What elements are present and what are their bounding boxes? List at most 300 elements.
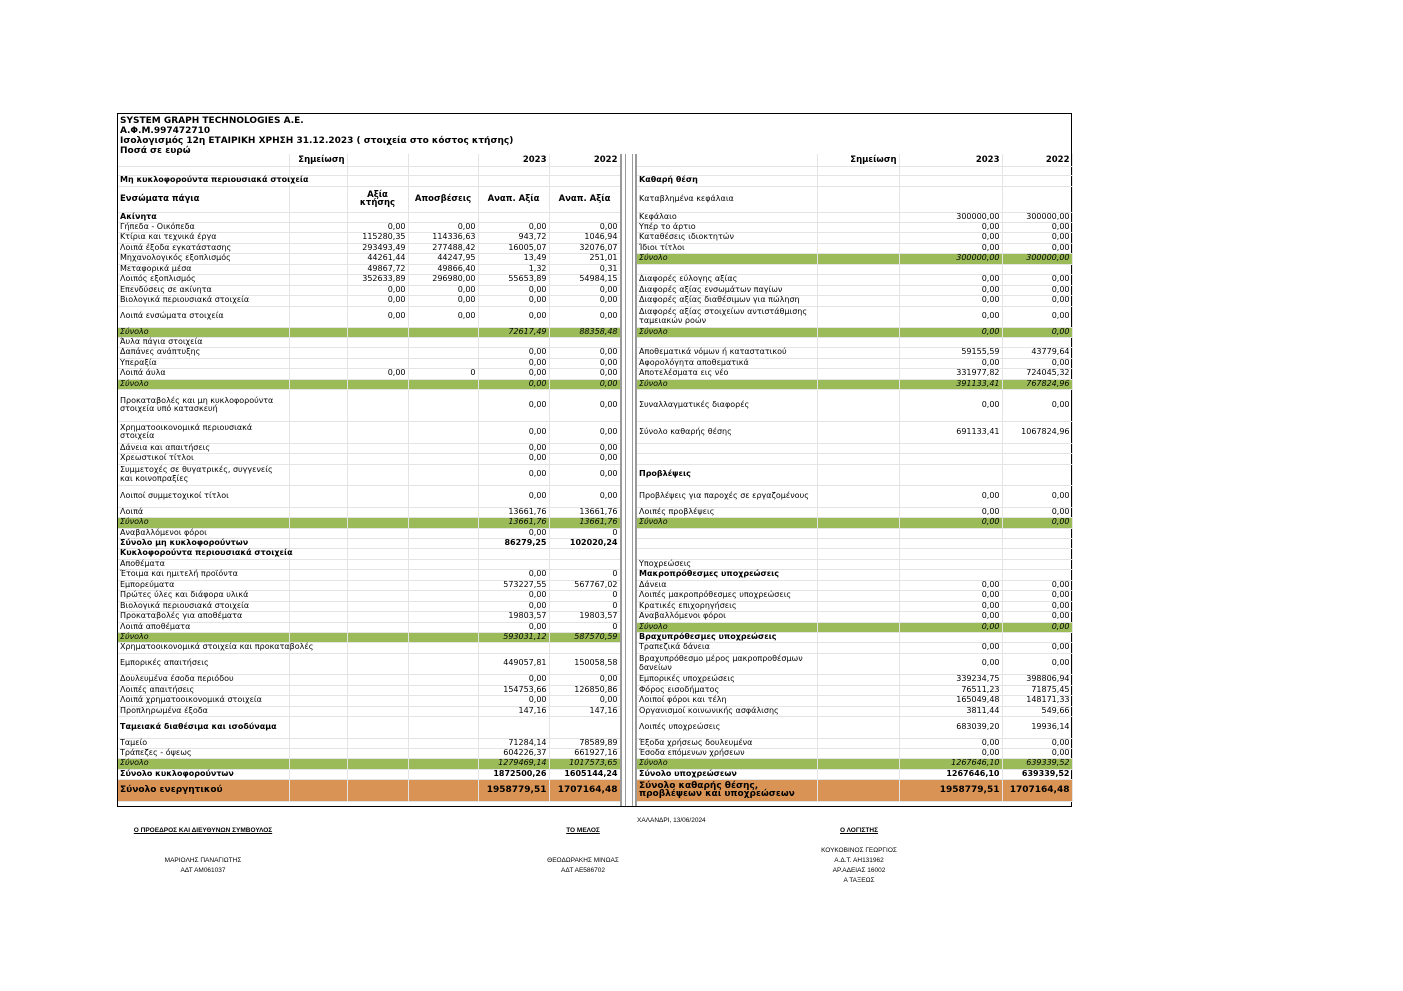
- member-id: ΑΔΤ ΑΕ586702: [561, 867, 605, 874]
- asset-acquisition-value: [347, 453, 408, 464]
- liability-value-2023: 300000,00: [899, 253, 1002, 264]
- asset-note-cell: [289, 590, 347, 601]
- liability-value-2022: 0,00: [1002, 285, 1072, 295]
- asset-row-label: Προκαταβολές για αποθέματα: [118, 611, 289, 622]
- liability-value-2022: 549,66: [1002, 706, 1072, 716]
- liability-row: [637, 222, 1072, 232]
- asset-net-value-2023: [478, 642, 549, 653]
- liability-value-2023: 0,00: [899, 485, 1002, 507]
- asset-net-value-2022: 19803,57: [549, 611, 620, 622]
- asset-depreciation: [408, 389, 478, 421]
- liability-row: [637, 674, 1072, 685]
- liability-row-label: Αποτελέσματα εις νέο: [637, 368, 817, 379]
- asset-net-value-2022: 0,00: [549, 421, 620, 443]
- liability-row: [637, 485, 1072, 507]
- asset-row: [118, 622, 620, 632]
- liability-value-2022: 0,00: [1002, 653, 1072, 674]
- liability-value-2023: 0,00: [899, 622, 1002, 632]
- asset-net-value-2023: 1872500,26: [478, 769, 549, 779]
- asset-row: [118, 253, 620, 264]
- liability-note-cell: [817, 368, 899, 379]
- asset-depreciation: [408, 421, 478, 443]
- asset-row-label: Αναβαλλόμενοι φόροι: [118, 528, 289, 538]
- asset-net-value-2023: [478, 212, 549, 222]
- liability-note-cell: [817, 738, 899, 748]
- asset-net-value-2023: 0,00: [478, 389, 549, 421]
- asset-row-label: Ταμείο: [118, 738, 289, 748]
- liability-value-2023: 3811,44: [899, 706, 1002, 716]
- asset-acquisition-value: [347, 706, 408, 716]
- liability-value-2023: 683039,20: [899, 716, 1002, 738]
- liability-row-label: Σύνολο υποχρεώσεων: [637, 769, 817, 779]
- asset-net-value-2022: 0,00: [549, 222, 620, 232]
- liability-note-cell: [817, 306, 899, 327]
- liability-row: [637, 175, 1072, 186]
- assets-heading-note: Σημείωση: [289, 154, 347, 166]
- asset-acquisition-value: 0,00: [347, 295, 408, 306]
- asset-note-cell: [289, 243, 347, 253]
- liability-row: [637, 347, 1072, 358]
- liability-row: [637, 653, 1072, 674]
- liability-row: [637, 358, 1072, 368]
- liability-value-2023: 339234,75: [899, 674, 1002, 685]
- liability-row-label: Προβλέψεις για παροχές σε εργαζομένους: [637, 485, 817, 507]
- liability-value-2023: 76511,23: [899, 685, 1002, 695]
- asset-acquisition-value: [347, 695, 408, 706]
- liability-note-cell: [817, 212, 899, 222]
- liability-value-2022: 0,00: [1002, 642, 1072, 653]
- liability-value-2023: 0,00: [899, 306, 1002, 327]
- liability-row-label: [637, 453, 817, 464]
- asset-acquisition-value: 49867,72: [347, 264, 408, 274]
- liability-value-2022: 19936,14: [1002, 716, 1072, 738]
- liability-value-2023: 0,00: [899, 232, 1002, 243]
- asset-depreciation: [408, 453, 478, 464]
- asset-note-cell: [289, 306, 347, 327]
- asset-note-cell: [289, 706, 347, 716]
- liability-value-2023: 0,00: [899, 517, 1002, 528]
- asset-depreciation: [408, 559, 478, 569]
- asset-net-value-2022: 661927,16: [549, 748, 620, 758]
- place-date: ΧΑΛΑΝΔΡΙ, 13/06/2024: [637, 817, 706, 824]
- liability-row-label: Τραπεζικά δάνεια: [637, 642, 817, 653]
- liability-row: [637, 716, 1072, 738]
- asset-row-label: Σύνολο: [118, 758, 289, 769]
- liability-row: [637, 779, 1072, 801]
- asset-depreciation: [408, 685, 478, 695]
- liability-value-2022: [1002, 464, 1072, 485]
- asset-net-value-2023: Αναπ. Αξία: [478, 186, 549, 212]
- asset-row-label: Γήπεδα - Οικόπεδα: [118, 222, 289, 232]
- liability-note-cell: [817, 517, 899, 528]
- liability-value-2022: 0,00: [1002, 327, 1072, 337]
- liability-row: [637, 253, 1072, 264]
- liability-row-label: Βραχυπρόθεσμο μέρος μακροπροθέσμων δανείων: [637, 653, 817, 674]
- asset-note-cell: [289, 653, 347, 674]
- liability-note-cell: [817, 222, 899, 232]
- asset-depreciation: [408, 601, 478, 611]
- asset-net-value-2023: 0,00: [478, 622, 549, 632]
- liability-value-2023: 0,00: [899, 358, 1002, 368]
- liability-row: [637, 706, 1072, 716]
- asset-acquisition-value: [347, 685, 408, 695]
- liability-note-cell: [817, 695, 899, 706]
- asset-acquisition-value: [347, 485, 408, 507]
- asset-row-label: Λοιπά ενσώματα στοιχεία: [118, 306, 289, 327]
- asset-row: [118, 695, 620, 706]
- asset-note-cell: [289, 580, 347, 590]
- liability-value-2023: 0,00: [899, 580, 1002, 590]
- asset-acquisition-value: [347, 389, 408, 421]
- asset-net-value-2022: 0,00: [549, 464, 620, 485]
- asset-row: [118, 685, 620, 695]
- asset-row-label: Χρεωστικοί τίτλοι: [118, 453, 289, 464]
- asset-acquisition-value: 352633,89: [347, 274, 408, 285]
- asset-row: [118, 368, 620, 379]
- asset-note-cell: [289, 347, 347, 358]
- liability-value-2023: 331977,82: [899, 368, 1002, 379]
- asset-depreciation: [408, 769, 478, 779]
- asset-row-label: Μηχανολογικός εξοπλισμός: [118, 253, 289, 264]
- asset-row-label: Χρηματοοικονομικά περιουσιακά στοιχεία: [118, 421, 289, 443]
- asset-note-cell: [289, 748, 347, 758]
- asset-net-value-2022: 0: [549, 528, 620, 538]
- asset-row: [118, 517, 620, 528]
- asset-note-cell: [289, 758, 347, 769]
- liability-value-2023: 0,00: [899, 507, 1002, 517]
- asset-row-label: Βιολογικά περιουσιακά στοιχεία: [118, 295, 289, 306]
- asset-note-cell: [289, 716, 347, 738]
- liability-value-2022: 0,00: [1002, 601, 1072, 611]
- liability-row-label: Λοιπές μακροπρόθεσμες υποχρεώσεις: [637, 590, 817, 601]
- liability-row: [637, 538, 1072, 548]
- liability-row: [637, 738, 1072, 748]
- asset-depreciation: [408, 674, 478, 685]
- liability-value-2023: 300000,00: [899, 212, 1002, 222]
- liability-value-2022: [1002, 453, 1072, 464]
- liability-note-cell: [817, 253, 899, 264]
- asset-row-label: Κυκλοφορούντα περιουσιακά στοιχεία: [120, 548, 293, 558]
- asset-net-value-2023: 0,00: [478, 347, 549, 358]
- asset-net-value-2023: [478, 175, 549, 186]
- liability-row-label: [637, 337, 817, 347]
- liability-note-cell: [817, 421, 899, 443]
- asset-row-label: Τράπεζες - όψεως: [118, 748, 289, 758]
- liability-note-cell: [817, 295, 899, 306]
- liability-row-label: [637, 528, 817, 538]
- asset-depreciation: 114336,63: [408, 232, 478, 243]
- liability-note-cell: [817, 642, 899, 653]
- asset-depreciation: [408, 590, 478, 601]
- liability-row: [637, 368, 1072, 379]
- asset-net-value-2023: 0,00: [478, 421, 549, 443]
- asset-row: [118, 222, 620, 232]
- liability-value-2023: 0,00: [899, 642, 1002, 653]
- asset-net-value-2023: 0,00: [478, 695, 549, 706]
- assets-table: [118, 154, 621, 802]
- asset-row-label: Λοιπές απαιτήσεις: [118, 685, 289, 695]
- asset-net-value-2023: 0,00: [478, 674, 549, 685]
- liability-row-label: Φόρος εισοδήματος: [637, 685, 817, 695]
- asset-note-cell: [289, 421, 347, 443]
- asset-note-cell: [289, 166, 347, 175]
- asset-row-label: Υπεραξία: [118, 358, 289, 368]
- asset-acquisition-value: [347, 632, 408, 642]
- liability-row-label: Συναλλαγματικές διαφορές: [637, 389, 817, 421]
- asset-row-label: Άυλα πάγια στοιχεία: [118, 337, 289, 347]
- liability-value-2022: 0,00: [1002, 389, 1072, 421]
- liability-row: [637, 232, 1072, 243]
- liability-value-2022: 0,00: [1002, 748, 1072, 758]
- asset-acquisition-value: [347, 517, 408, 528]
- liability-value-2023: 1267646,10: [899, 769, 1002, 779]
- asset-note-cell: [289, 601, 347, 611]
- liability-row: [637, 453, 1072, 464]
- asset-net-value-2023: 0,00: [478, 285, 549, 295]
- asset-row: [118, 748, 620, 758]
- liability-note-cell: [817, 580, 899, 590]
- liability-row: [637, 285, 1072, 295]
- liability-note-cell: [817, 485, 899, 507]
- asset-row: [118, 175, 620, 186]
- asset-net-value-2023: 86279,25: [478, 538, 549, 548]
- liability-value-2022: 0,00: [1002, 507, 1072, 517]
- liability-value-2022: [1002, 569, 1072, 580]
- asset-depreciation: [408, 706, 478, 716]
- liability-row-label: [637, 538, 817, 548]
- liability-note-cell: [817, 379, 899, 389]
- liability-note-cell: [817, 175, 899, 186]
- liability-value-2022: 0,00: [1002, 232, 1072, 243]
- asset-acquisition-value: [347, 758, 408, 769]
- asset-row: [118, 706, 620, 716]
- asset-acquisition-value: [347, 464, 408, 485]
- asset-depreciation: [408, 347, 478, 358]
- liability-note-cell: [817, 337, 899, 347]
- liability-value-2022: [1002, 337, 1072, 347]
- asset-net-value-2022: 126850,86: [549, 685, 620, 695]
- tax-id: Α.Φ.Μ.997472710: [120, 126, 211, 136]
- liability-row-label: Σύνολο καθαρής θέσης, προβλέψεων και υποχρεώσεων: [637, 779, 817, 801]
- asset-acquisition-value: [347, 421, 408, 443]
- liabilities-heading-note: Σημείωση: [817, 154, 899, 166]
- asset-net-value-2022: [549, 548, 620, 559]
- asset-net-value-2023: 55653,89: [478, 274, 549, 285]
- liability-row-label: Έσοδα επόμενων χρήσεων: [637, 748, 817, 758]
- asset-acquisition-value: [347, 769, 408, 779]
- liability-note-cell: [817, 769, 899, 779]
- liability-row-label: Λοιπές προβλέψεις: [637, 507, 817, 517]
- liability-row: [637, 632, 1072, 642]
- liability-value-2023: [899, 559, 1002, 569]
- asset-depreciation: [408, 695, 478, 706]
- asset-acquisition-value: [347, 738, 408, 748]
- asset-net-value-2022: 0,00: [549, 285, 620, 295]
- liability-note-cell: [817, 559, 899, 569]
- liability-row-label: Σύνολο: [637, 758, 817, 769]
- liability-row: [637, 758, 1072, 769]
- asset-row-label: Χρηματοοικονομικά στοιχεία και προκαταβολές: [120, 642, 314, 652]
- liability-row: [637, 421, 1072, 443]
- asset-net-value-2022: 0,00: [549, 695, 620, 706]
- asset-row-label: Σύνολο: [118, 379, 289, 389]
- asset-row: [118, 464, 620, 485]
- asset-net-value-2022: 0: [549, 622, 620, 632]
- asset-depreciation: 0,00: [408, 295, 478, 306]
- asset-note-cell: [289, 695, 347, 706]
- liability-value-2023: [899, 443, 1002, 453]
- liability-row: [637, 166, 1072, 175]
- asset-row: [118, 642, 620, 653]
- asset-acquisition-value: [347, 538, 408, 548]
- asset-row: [118, 443, 620, 453]
- asset-net-value-2022: 0,00: [549, 485, 620, 507]
- asset-depreciation: [408, 166, 478, 175]
- asset-acquisition-value: [347, 507, 408, 517]
- liability-value-2023: [899, 569, 1002, 580]
- liability-note-cell: [817, 464, 899, 485]
- asset-net-value-2023: 0,00: [478, 601, 549, 611]
- asset-row-label: Λοιπά άυλα: [118, 368, 289, 379]
- asset-acquisition-value: [347, 716, 408, 738]
- liability-note-cell: [817, 622, 899, 632]
- liability-value-2022: 724045,32: [1002, 368, 1072, 379]
- assets-heading-label: [118, 154, 289, 166]
- liability-row: [637, 379, 1072, 389]
- liability-row: [637, 306, 1072, 327]
- asset-net-value-2022: 0,00: [549, 347, 620, 358]
- liability-value-2022: 398806,94: [1002, 674, 1072, 685]
- asset-row: [118, 327, 620, 337]
- asset-row-label: Μη κυκλοφορούντα περιουσιακά στοιχεία: [120, 175, 309, 185]
- asset-row: [118, 186, 620, 212]
- asset-note-cell: [289, 611, 347, 622]
- liability-row: [637, 212, 1072, 222]
- liability-row: [637, 769, 1072, 779]
- asset-row: [118, 580, 620, 590]
- asset-depreciation: [408, 779, 478, 801]
- asset-net-value-2022: 0: [549, 601, 620, 611]
- asset-row-label: Σύνολο ενεργητικού: [118, 779, 289, 801]
- liability-note-cell: [817, 347, 899, 358]
- asset-depreciation: [408, 175, 478, 186]
- liability-value-2022: 71875,45: [1002, 685, 1072, 695]
- liability-value-2022: 0,00: [1002, 243, 1072, 253]
- liability-value-2023: [899, 337, 1002, 347]
- asset-depreciation: [408, 485, 478, 507]
- asset-net-value-2022: 0,00: [549, 379, 620, 389]
- asset-net-value-2022: 0,00: [549, 674, 620, 685]
- liability-value-2023: 0,00: [899, 274, 1002, 285]
- asset-note-cell: [289, 222, 347, 232]
- liability-row: [637, 685, 1072, 695]
- asset-row-label: Σύνολο κυκλοφορούντων: [118, 769, 289, 779]
- asset-note-cell: [289, 632, 347, 642]
- liability-value-2023: 0,00: [899, 295, 1002, 306]
- liability-value-2023: 0,00: [899, 590, 1002, 601]
- asset-net-value-2023: 449057,81: [478, 653, 549, 674]
- liability-value-2022: 148171,33: [1002, 695, 1072, 706]
- asset-depreciation: [408, 653, 478, 674]
- asset-row: [118, 166, 620, 175]
- liability-row-label: Σύνολο: [637, 517, 817, 528]
- asset-net-value-2023: 1,32: [478, 264, 549, 274]
- liability-value-2023: 0,00: [899, 389, 1002, 421]
- liability-row: [637, 464, 1072, 485]
- liability-value-2022: 0,00: [1002, 517, 1072, 528]
- liability-value-2023: 691133,41: [899, 421, 1002, 443]
- asset-note-cell: [289, 253, 347, 264]
- liability-value-2023: [899, 464, 1002, 485]
- liability-row: [637, 186, 1072, 212]
- accountant-name: ΚΟΥΚΟΒΙΝΟΣ ΓΕΩΡΓΙΟΣ: [821, 847, 897, 854]
- asset-net-value-2023: 13661,76: [478, 517, 549, 528]
- liability-row-label: Βραχυπρόθεσμες υποχρεώσεις: [637, 632, 817, 642]
- asset-row-label: Λοιπά αποθέματα: [118, 622, 289, 632]
- liability-row: [637, 548, 1072, 559]
- asset-net-value-2023: 154753,66: [478, 685, 549, 695]
- asset-row: [118, 295, 620, 306]
- asset-depreciation: 296980,00: [408, 274, 478, 285]
- asset-row-label: Λοιπός εξοπλισμός: [118, 274, 289, 285]
- liability-row-label: Δάνεια: [637, 580, 817, 590]
- liability-value-2022: 767824,96: [1002, 379, 1072, 389]
- liability-value-2022: 0,00: [1002, 306, 1072, 327]
- liability-value-2023: 0,00: [899, 327, 1002, 337]
- liability-row: [637, 695, 1072, 706]
- liability-value-2022: 0,00: [1002, 358, 1072, 368]
- asset-row: [118, 538, 620, 548]
- asset-row: [118, 337, 620, 347]
- liability-row-label: Διαφορές αξίας ενσωμάτων παγίων: [637, 285, 817, 295]
- asset-acquisition-value: [347, 590, 408, 601]
- liability-row: [637, 517, 1072, 528]
- asset-depreciation: [408, 443, 478, 453]
- asset-acquisition-value: [347, 611, 408, 622]
- asset-depreciation: [408, 379, 478, 389]
- asset-net-value-2023: 72617,49: [478, 327, 549, 337]
- asset-note-cell: [289, 769, 347, 779]
- liability-row-label: Καταθέσεις ιδιοκτητών: [637, 232, 817, 243]
- asset-row-label: Πρώτες ύλες και διάφορα υλικά: [118, 590, 289, 601]
- asset-depreciation: 0: [408, 368, 478, 379]
- asset-depreciation: 0,00: [408, 306, 478, 327]
- asset-net-value-2022: [549, 642, 620, 653]
- asset-row-label: Έτοιμα και ημιτελή προϊόντα: [118, 569, 289, 580]
- liability-value-2023: 0,00: [899, 222, 1002, 232]
- asset-acquisition-value: [347, 327, 408, 337]
- asset-acquisition-value: [347, 379, 408, 389]
- asset-acquisition-value: [347, 653, 408, 674]
- asset-net-value-2023: 71284,14: [478, 738, 549, 748]
- liability-value-2022: 0,00: [1002, 295, 1072, 306]
- asset-acquisition-value: Αξία κτήσης: [347, 186, 408, 212]
- liability-row-label: Σύνολο: [637, 622, 817, 632]
- sheet-title: Ισολογισμός 12η ΕΤΑΙΡΙΚΗ ΧΡΗΣΗ 31.12.2023 ( στοιχεία στο κόστος κτήσης): [120, 136, 514, 146]
- asset-depreciation: [408, 569, 478, 580]
- asset-depreciation: 277488,42: [408, 243, 478, 253]
- asset-row-label: Κτίρια και τεχνικά έργα: [118, 232, 289, 243]
- asset-acquisition-value: [347, 166, 408, 175]
- chairman-name: ΜΑΡΙΟΛΗΣ ΠΑΝΑΓΙΩΤΗΣ: [164, 857, 242, 864]
- asset-row-label: Λοιποί συμμετοχικοί τίτλοι: [118, 485, 289, 507]
- liability-row-label: Καταβλημένα κεφάλαια: [637, 186, 817, 212]
- asset-acquisition-value: [347, 528, 408, 538]
- asset-note-cell: [289, 738, 347, 748]
- asset-note-cell: [289, 295, 347, 306]
- asset-acquisition-value: [347, 559, 408, 569]
- asset-net-value-2022: 0,00: [549, 295, 620, 306]
